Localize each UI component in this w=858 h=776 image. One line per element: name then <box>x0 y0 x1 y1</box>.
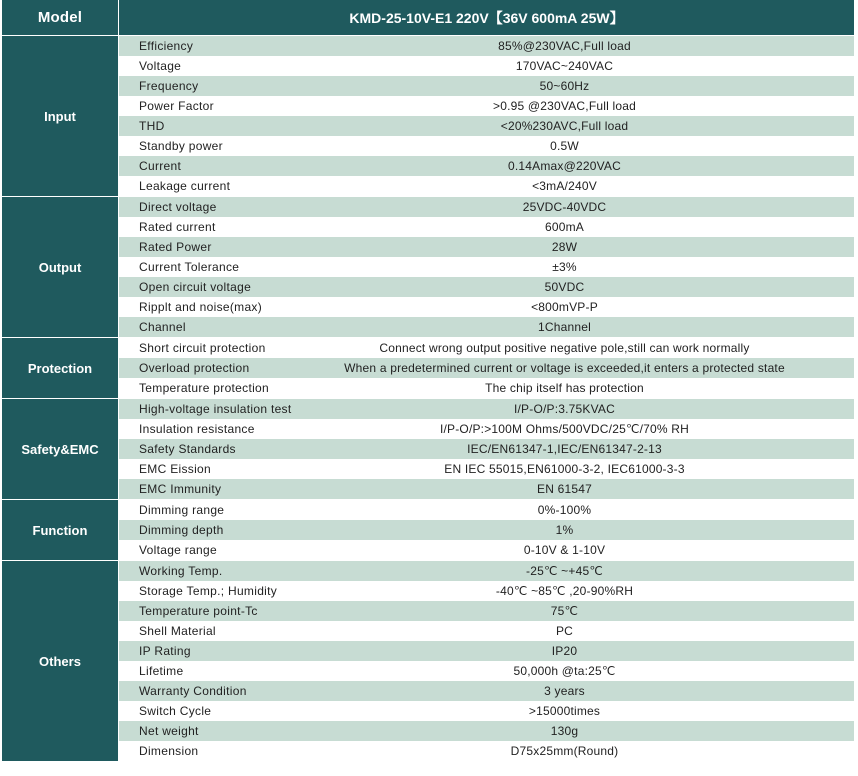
param-value: >15000times <box>528 704 601 718</box>
spec-group-function <box>2 500 854 561</box>
table-header <box>2 0 854 36</box>
param-value: The chip itself has protection <box>485 381 644 395</box>
param-value: 130g <box>550 724 579 738</box>
param-value: I/P-O/P:>100M Ohms/500VDC/25℃/70% RH <box>439 422 690 436</box>
param-name: Ripplt and noise(max) <box>139 300 263 314</box>
table-row <box>119 439 854 459</box>
param-name: Efficiency <box>139 39 194 53</box>
param-name: Switch Cycle <box>139 704 212 718</box>
table-row <box>119 479 854 499</box>
param-name: Temperature protection <box>139 381 269 395</box>
param-name: THD <box>139 119 165 133</box>
param-name: Temperature point-Tc <box>139 604 258 618</box>
param-value: -25℃ ~+45℃ <box>526 564 603 578</box>
table-row <box>119 36 854 56</box>
param-name: Safety Standards <box>139 442 236 456</box>
table-row <box>119 136 854 156</box>
table-row <box>119 641 854 661</box>
group-label: Safety&EMC <box>2 399 119 499</box>
param-value: 28W <box>551 240 578 254</box>
param-name: Frequency <box>139 79 199 93</box>
param-name: Working Temp. <box>139 564 223 578</box>
param-value: 0.14Amax@220VAC <box>507 159 621 173</box>
group-label: Input <box>2 36 119 196</box>
table-row <box>119 277 854 297</box>
param-value: 0%-100% <box>537 503 592 517</box>
param-value: When a predetermined current or voltage is exceeded,it enters a protected state <box>344 361 785 375</box>
param-name: EMC Immunity <box>139 482 222 496</box>
param-value: IEC/EN61347-1,IEC/EN61347-2-13 <box>467 442 662 456</box>
group-rows <box>119 561 854 761</box>
table-row <box>119 317 854 337</box>
table-row <box>119 237 854 257</box>
param-name: Standby power <box>139 139 223 153</box>
param-value: 0.5W <box>550 139 579 153</box>
param-name: Channel <box>139 320 186 334</box>
group-rows <box>119 197 854 337</box>
param-value: ±3% <box>552 260 577 274</box>
group-label: Output <box>2 197 119 337</box>
param-name: Rated current <box>139 220 216 234</box>
table-row <box>119 378 854 398</box>
spec-groups <box>2 36 854 762</box>
param-value: >0.95 @230VAC,Full load <box>493 99 636 113</box>
table-row <box>119 459 854 479</box>
param-value: 50,000h @ta:25℃ <box>513 664 616 678</box>
param-name: Power Factor <box>139 99 214 113</box>
param-name: Dimension <box>139 744 199 758</box>
param-value: EN 61547 <box>537 482 592 496</box>
param-value: 25VDC-40VDC <box>522 200 607 214</box>
spec-group-safety-emc <box>2 399 854 500</box>
group-rows <box>119 399 854 499</box>
param-value: IP20 <box>551 644 578 658</box>
spec-table <box>2 0 854 762</box>
table-row <box>119 419 854 439</box>
param-name: IP Rating <box>139 644 191 658</box>
table-row <box>119 156 854 176</box>
table-row <box>119 661 854 681</box>
param-value: 0-10V & 1-10V <box>523 543 606 557</box>
param-name: High-voltage insulation test <box>139 402 292 416</box>
spec-group-output <box>2 197 854 338</box>
param-name: Short circuit protection <box>139 341 266 355</box>
param-value: 600mA <box>544 220 585 234</box>
param-value: EN IEC 55015,EN61000-3-2, IEC61000-3-3 <box>444 462 685 476</box>
param-name: Shell Material <box>139 624 216 638</box>
param-name: Open circuit voltage <box>139 280 252 294</box>
table-row <box>119 96 854 116</box>
table-row <box>119 561 854 581</box>
param-value: 85%@230VAC,Full load <box>498 39 631 53</box>
param-value: -40℃ ~85℃ ,20-90%RH <box>495 584 634 598</box>
param-name: Dimming depth <box>139 523 224 537</box>
group-label: Function <box>2 500 119 560</box>
param-value: I/P-O/P:3.75KVAC <box>513 402 616 416</box>
param-name: Direct voltage <box>139 200 217 214</box>
param-name: Dimming range <box>139 503 225 517</box>
table-row <box>119 56 854 76</box>
param-name: Lifetime <box>139 664 184 678</box>
model-header-label: Model <box>2 0 119 35</box>
table-row <box>119 540 854 560</box>
table-row <box>119 399 854 419</box>
param-name: Voltage range <box>139 543 217 557</box>
group-rows <box>119 500 854 560</box>
model-title: KMD-25-10V-E1 220V【36V 600mA 25W】 <box>349 9 624 26</box>
table-row <box>119 257 854 277</box>
param-name: Leakage current <box>139 179 231 193</box>
table-row <box>119 176 854 196</box>
group-label: Others <box>2 561 119 761</box>
table-row <box>119 500 854 520</box>
table-row <box>119 197 854 217</box>
param-value: 1Channel <box>538 320 591 334</box>
spec-group-protection <box>2 338 854 399</box>
param-name: Rated Power <box>139 240 212 254</box>
group-label: Protection <box>2 338 119 398</box>
param-name: Net weight <box>139 724 199 738</box>
param-name: EMC Eission <box>139 462 211 476</box>
table-row <box>119 217 854 237</box>
param-value: 50VDC <box>544 280 585 294</box>
param-value: PC <box>555 624 574 638</box>
table-row <box>119 581 854 601</box>
table-row <box>119 338 854 358</box>
table-row <box>119 116 854 136</box>
param-value: 50~60Hz <box>539 79 590 93</box>
param-value: D75x25mm(Round) <box>510 744 619 758</box>
param-name: Voltage <box>139 59 182 73</box>
table-row <box>119 520 854 540</box>
table-row <box>119 721 854 741</box>
param-value: 1% <box>555 523 574 537</box>
table-row <box>119 701 854 721</box>
param-name: Insulation resistance <box>139 422 255 436</box>
param-value: 75℃ <box>550 604 579 618</box>
table-row <box>119 76 854 96</box>
param-name: Current <box>139 159 182 173</box>
table-row <box>119 621 854 641</box>
param-value: Connect wrong output positive negative pole,still can work normally <box>379 341 750 355</box>
group-rows <box>119 338 854 398</box>
table-row <box>119 297 854 317</box>
spec-group-others <box>2 561 854 762</box>
param-value: <20%230AVC,Full load <box>500 119 629 133</box>
spec-group-input <box>2 36 854 197</box>
group-rows <box>119 36 854 196</box>
param-value: <3mA/240V <box>532 179 597 193</box>
param-name: Warranty Condition <box>139 684 247 698</box>
param-name: Storage Temp.; Humidity <box>139 584 278 598</box>
param-name: Current Tolerance <box>139 260 240 274</box>
table-row <box>119 358 854 378</box>
param-value: 170VAC~240VAC <box>515 59 614 73</box>
table-row <box>119 741 854 761</box>
param-value: <800mVP-P <box>531 300 598 314</box>
param-value: 3 years <box>544 684 585 698</box>
table-row <box>119 601 854 621</box>
param-name: Overload protection <box>139 361 250 375</box>
table-row <box>119 681 854 701</box>
